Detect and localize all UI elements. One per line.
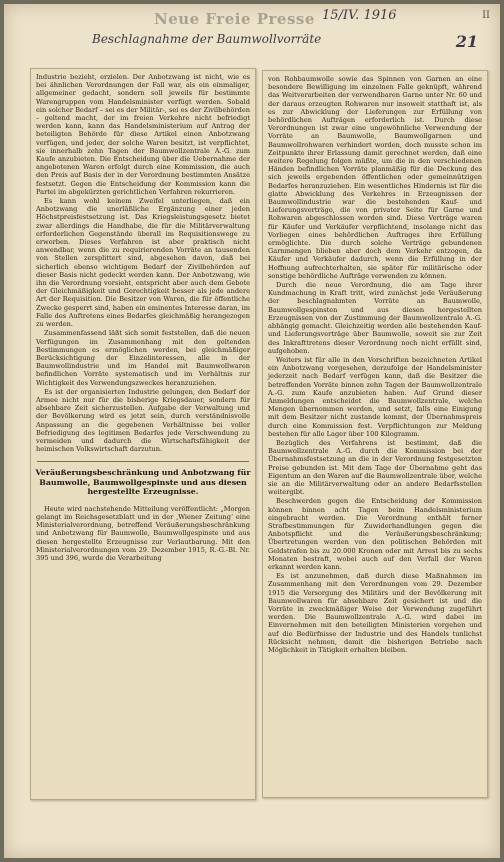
left-paragraph-1: Industrie bezieht, erzielen. Der Anbotzwang ist nicht, wie es bei ähnlichen Verordnungen der Fall war, als ein einmaliger, allgemeiner gedacht, sondern soll jeweils für bestimmte Warengruppen vom Handelsminister verfügt werden. Sobald ein solcher Bedarf – sei es der Militär-, sei es der Zivilbehörden – geltend macht, der im freien Verkehre nicht befriedigt werden kann, kann das Handelsministerium auf Antrag der beteiligten Behörde für diese Artikel einen Anbotzwang verfügen, und jeder, der solche Waren besitzt, ist verpflichtet, sie innerhalb zehn Tagen der Baumwollzentrale A.-G. zum Kaufe anzubieten. Die Entscheidung über die Uebernahme der angebotenen Waren erfolgt durch eine Kommission, die auch den Preis auf Basis der in der Verordnung bestimmten Ansätze festsetzt. Gegen die Entscheidung der Kommission kann die Partei im abgekürzten gerichtlichen Verfahren rekurrieren. — [36, 73, 250, 196]
right-paragraph-2: Durch die neue Verordnung, die am Tage ihrer Kundmachung in Kraft tritt, wird zunächst jede Veräußerung der beschlagnahmten Vorräte an Baumwolle, Baumwollgespinsten und aus diesen hergestellten Erzeugnissen von der Zustimmung der Baumwollzentrale A.-G. abhängig gemacht. Gleichzeitig werden alle bestehenden Kauf- und Lieferungsverträge über Baumwolle, soweit sie zur Zeit des Inkrafttretens dieser Verordnung noch nicht erfüllt sind, aufgehoben. — [268, 281, 482, 355]
handwritten-date: 15/IV. 1916 — [322, 8, 397, 23]
left-column-text-2 — [31, 501, 255, 567]
newspaper-stamp: Neue Freie Presse — [154, 10, 315, 28]
clipping-left-column — [30, 68, 256, 800]
clipping-right-column — [262, 70, 488, 798]
archive-sheet — [4, 4, 500, 858]
left-paragraph-5: Heute wird nachstehende Mitteilung veröffentlicht: „Morgen gelangt im Reichsgesetzblatt und in der ‚Wiener Zeitung‘ eine Ministerialverordnung, betreffend Veräußerungsbeschränkung und Anbotzwang für Baumwolle, Baumwollgespinste und aus diesen hergestellte Erzeugnisse zur Verlautbarung. Mit den Ministerialverordnungen vom 29. Dezember 1915, R.-G.-Bl. Nr. 395 und 396, wurde die Verarbeitung — [36, 504, 250, 563]
left-column-text — [31, 69, 255, 458]
left-paragraph-3: Zusammenfassend läßt sich somit feststellen, daß die neuen Verfügungen im Zusammenhang mit den geltenden Bestimmungen es ermöglichen werden, bei gleichmäßiger Berücksichtigung der Einzelinteressen, alle in der Baumwollindustrie und im Handel mit Baumwollwaren befindlichen Vorräte systematisch und im Verhältnis zur Wichtigkeit des Verwendungszweckes heranzuziehen. — [36, 329, 250, 387]
right-paragraph-6: Es ist anzunehmen, daß durch diese Maßnahmen im Zusammenhang mit den Verordnungen vom 29. Dezember 1915 die Versorgung des Militärs und der Bevölkerung mit Baumwollwaren für absehbare Zeit gesichert ist und die Vorräte in zweckmäßiger Weise der Verwendung zugeführt werden. Die Baumwollzentrale A.-G. wird dabei im Einvernehmen mit den beteiligten Ministerien vorgehen und auf die Bedürfnisse der Industrie und des Handels tunlichst Rücksicht nehmen, damit die bisherigen Betriebe nach Möglichkeit in Tätigkeit erhalten bleiben. — [268, 572, 482, 655]
article-heading: Veräußerungsbeschränkung und Anbotzwang für Baumwolle, Baumwollgespinste und aus diesen hergestellte Erzeugnisse. — [35, 468, 251, 497]
roman-numeral: II — [482, 10, 490, 21]
right-paragraph-4: Bezüglich des Verfahrens ist bestimmt, daß die Baumwollzentrale A.-G. durch die Kommission bei der Übernahmsfestsetzung an die in der Verordnung festgesetzten Preise gebunden ist. Mit dem Tage der Übernahme geht das Eigentum an den Waren auf die Baumwollzentrale über, welche sie an die Militärverwaltung oder an andere Bedarfsstellen weitergibt. — [268, 438, 482, 497]
handwritten-note: Beschlagnahme der Baumwollvorräte — [92, 32, 322, 46]
section-divider — [37, 461, 249, 462]
folio-number: 21 — [455, 32, 478, 51]
left-paragraph-4: Es ist der organisierten Industrie gelungen, den Bedarf der Armee nicht nur für die bisherige Kriegsdauer, sondern für absehbare Zeit sicherzustellen. Aufgabe der Verwaltung und der Bevölkerung wird es jetzt sein, durch verständnisvolle Anpassung an die gegebenen Verhältnisse bei voller Befriedigung des legitimen Bedarfes jede Verschwendung zu vermeiden und dadurch die Wirtschaftsfähigkeit der heimischen Volkswirtschaft darzutun. — [36, 387, 250, 454]
left-paragraph-2: Es kann wohl keinem Zweifel unterliegen, daß ein Anbotzwang die unerläßliche Ergänzung einer jeden Höchstpreisfestsetzung ist. Das Kriegsleistungsgesetz bietet zwar allerdings die Handhabe, die für die Militärverwaltung erforderlichen Gegenstände überall im Requisitionswege zu erwerben. Dieses Verfahren ist aber praktisch nicht anwendbar, wenn die zu requirierenden Vorräte an tausenden von Stellen zersplittert sind, abgesehen davon, daß bei sicherlich ebenso wichtigem Bedarf der Zivilbehörden auf dieser Basis nicht gedeckt werden kann. Der Anbotzwang, wie ihn die Verordnung vorsieht, entspricht aber auch dem Gebote der Gleichmäßigkeit und Gerechtigkeit besser als jede andere Art der Requisition. Die Besitzer von Waren, die für öffentliche Zwecke gesperrt sind, haben ein eminentes Interesse daran, im Falle des Auftretens eines Bedarfes gleichmäßig herangezogen zu werden. — [36, 197, 250, 329]
right-paragraph-5: Beschwerden gegen die Entscheidung der Kommission können binnen acht Tagen beim Handelsministerium eingebracht werden. Die Verordnung enthält ferner Strafbestimmungen für Zuwiderhandlungen gegen die Anbotspflicht und die Veräußerungsbeschränkung; Übertretungen werden von den politischen Behörden mit Geldstrafen bis zu 20.000 Kronen oder mit Arrest bis zu sechs Monaten bestraft, wobei auch auf den Verfall der Waren erkannt werden kann. — [268, 497, 482, 571]
right-paragraph-1: von Rohbaumwolle sowie das Spinnen von Garnen an eine besondere Bewilligung im einzelnen Falle geknüpft, während das Weitverarbeiten der verwendbaren Garne unter Nr. 60 und der daraus erzeugten Rohwaren nur insoweit statthaft ist, als es zur Abwicklung der Lieferungen zur Erfüllung von behördlichen Aufträgen erforderlich ist. Durch diese Verordnungen ist zwar eine ungewöhnliche Verwendung der Vorräte an Baumwolle, Baumwollgarnen und Baumwollrohwaren verhindert worden, doch musste schon im Zeitpunkte ihrer Erlassung damit gerechnet werden, daß eine weitere Regelung folgen müßte, um die in den verschiedenen Händen befindlichen Vorräte planmäßig für die Deckung des sich jeweils ergebenden öffentlichen oder gemeinnützigen Bedarfes heranzuziehen. Ein wesentliches Hindernis ist für die glatte Abwicklung des Verkehres in Erzeugnissen der Baumwollindustrie war die bestehenden Kauf- und Lieferungsverträge, die von privater Seite für Garne und Rohwaren abgeschlossen worden sind. Diese Verträge waren für Käufer und Verkäufer verpflichtend, insolange nicht das Vorliegen eines behördlichen Auftrages ihre Erfüllung ermöglichte. Die durch solche Verträge gebundenen Garnmengen blieben aber doch dem Verkehr entzogen, da Käufer und Verkäufer dadurch, wenn die Erfüllung in der Hoffnung aufrechterhalten, sie später für militärische oder sonstige behördliche Aufträge verwenden zu können. — [268, 75, 482, 280]
right-column-text — [263, 71, 487, 659]
right-paragraph-3: Weiters ist für alle in den Vorschriften bezeichneten Artikel ein Anbotzwang vorgesehen, derzufolge der Handelsminister jederzeit nach Bedarf verfügen kann, daß die Besitzer die betreffenden Vorräte binnen zehn Tagen der Baumwollzentrale A.-G. zum Kaufe anzubieten haben. Auf Grund dieser Anmeldungen entscheidet die Baumwollzentrale, welche Mengen übernommen werden, und setzt, falls eine Einigung mit dem Besitzer nicht zustande kommt, der Übernahmspreis durch eine Kommission fest. Verpflichtungen zur Meldung bestehen für alle Lager über 100 Kilogramm. — [268, 355, 482, 438]
